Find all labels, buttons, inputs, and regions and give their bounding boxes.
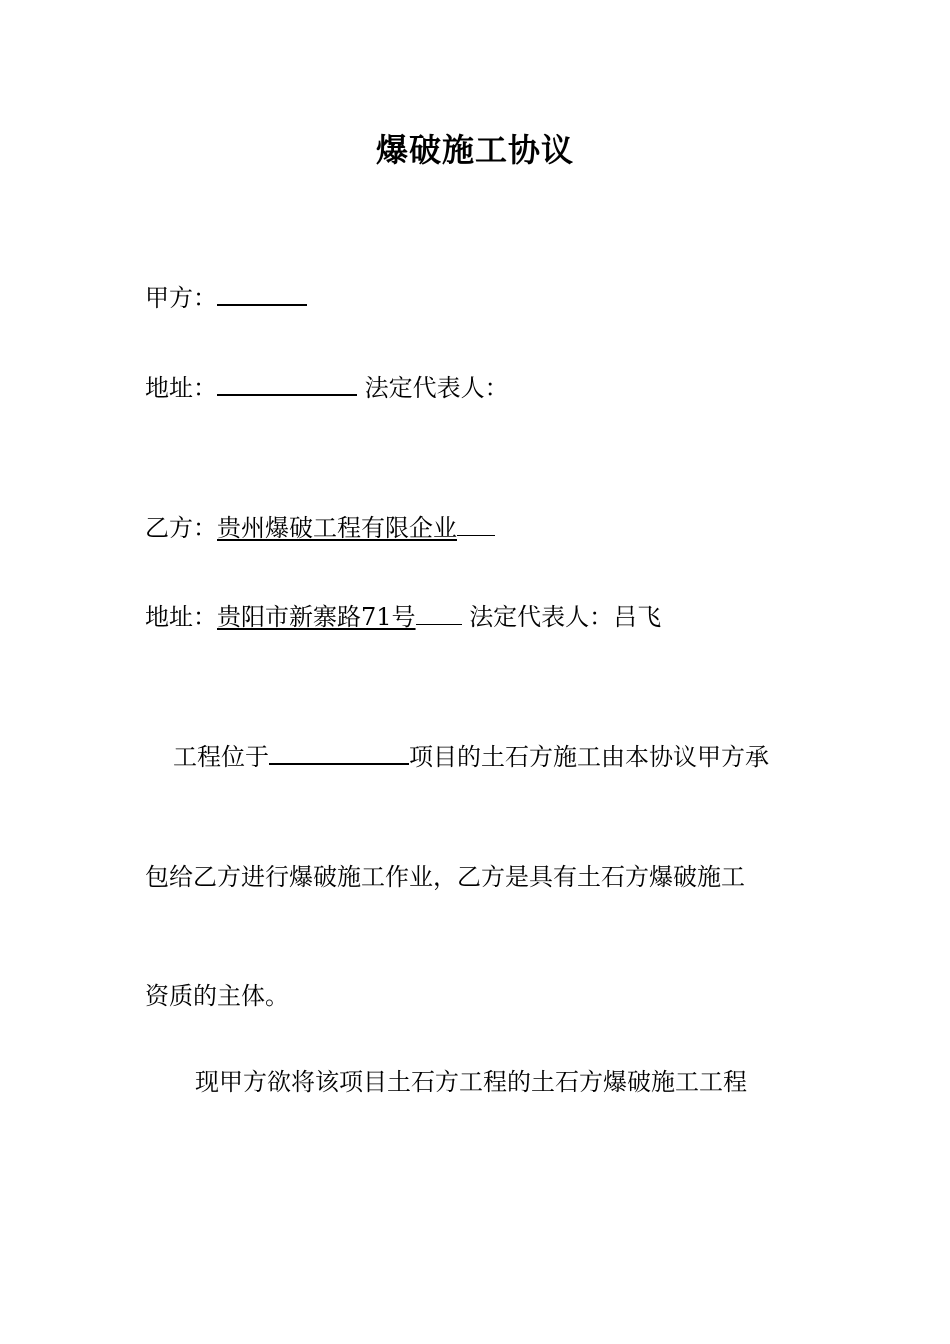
party-b-label: 乙方： [145, 514, 217, 542]
party-b-representative: 吕飞 [613, 603, 662, 631]
party-a-line [145, 282, 307, 314]
party-b-address: 贵阳市新寨路71号 [217, 603, 416, 631]
party-a-label: 甲方： [145, 284, 217, 312]
project-location-blank [269, 741, 409, 765]
party-a-representative-label: 法定代表人： [364, 374, 509, 402]
p1-line1-end: 项目的土石方施工由本协议甲方承 [409, 743, 769, 771]
party-a-address-label: 地址： [145, 374, 217, 402]
party-b-address-underline-pad [416, 602, 462, 625]
page-title: 爆破施工协议 [375, 131, 574, 169]
body-p1-line2: 包给乙方进行爆破施工作业，乙方是具有土石方爆破施工 [145, 863, 745, 891]
body-p1-line1 [145, 741, 807, 773]
body-p1-line3: 资质的主体。 [145, 982, 289, 1010]
party-b-representative-label: 法定代表人： [469, 603, 614, 631]
party-b-name-underline-pad [457, 513, 495, 536]
party-b-line [145, 512, 495, 544]
party-a-address-line [145, 372, 509, 404]
party-b-name: 贵州爆破工程有限企业 [217, 514, 457, 542]
party-a-blank [217, 282, 307, 306]
body-p2-line1: 现甲方欲将该项目土石方工程的土石方爆破施工工程 [195, 1068, 747, 1096]
party-b-address-line [145, 601, 661, 633]
p1-line1-start: 工程位于 [173, 743, 269, 771]
party-a-address-blank [217, 372, 357, 396]
party-b-address-label: 地址： [145, 603, 217, 631]
